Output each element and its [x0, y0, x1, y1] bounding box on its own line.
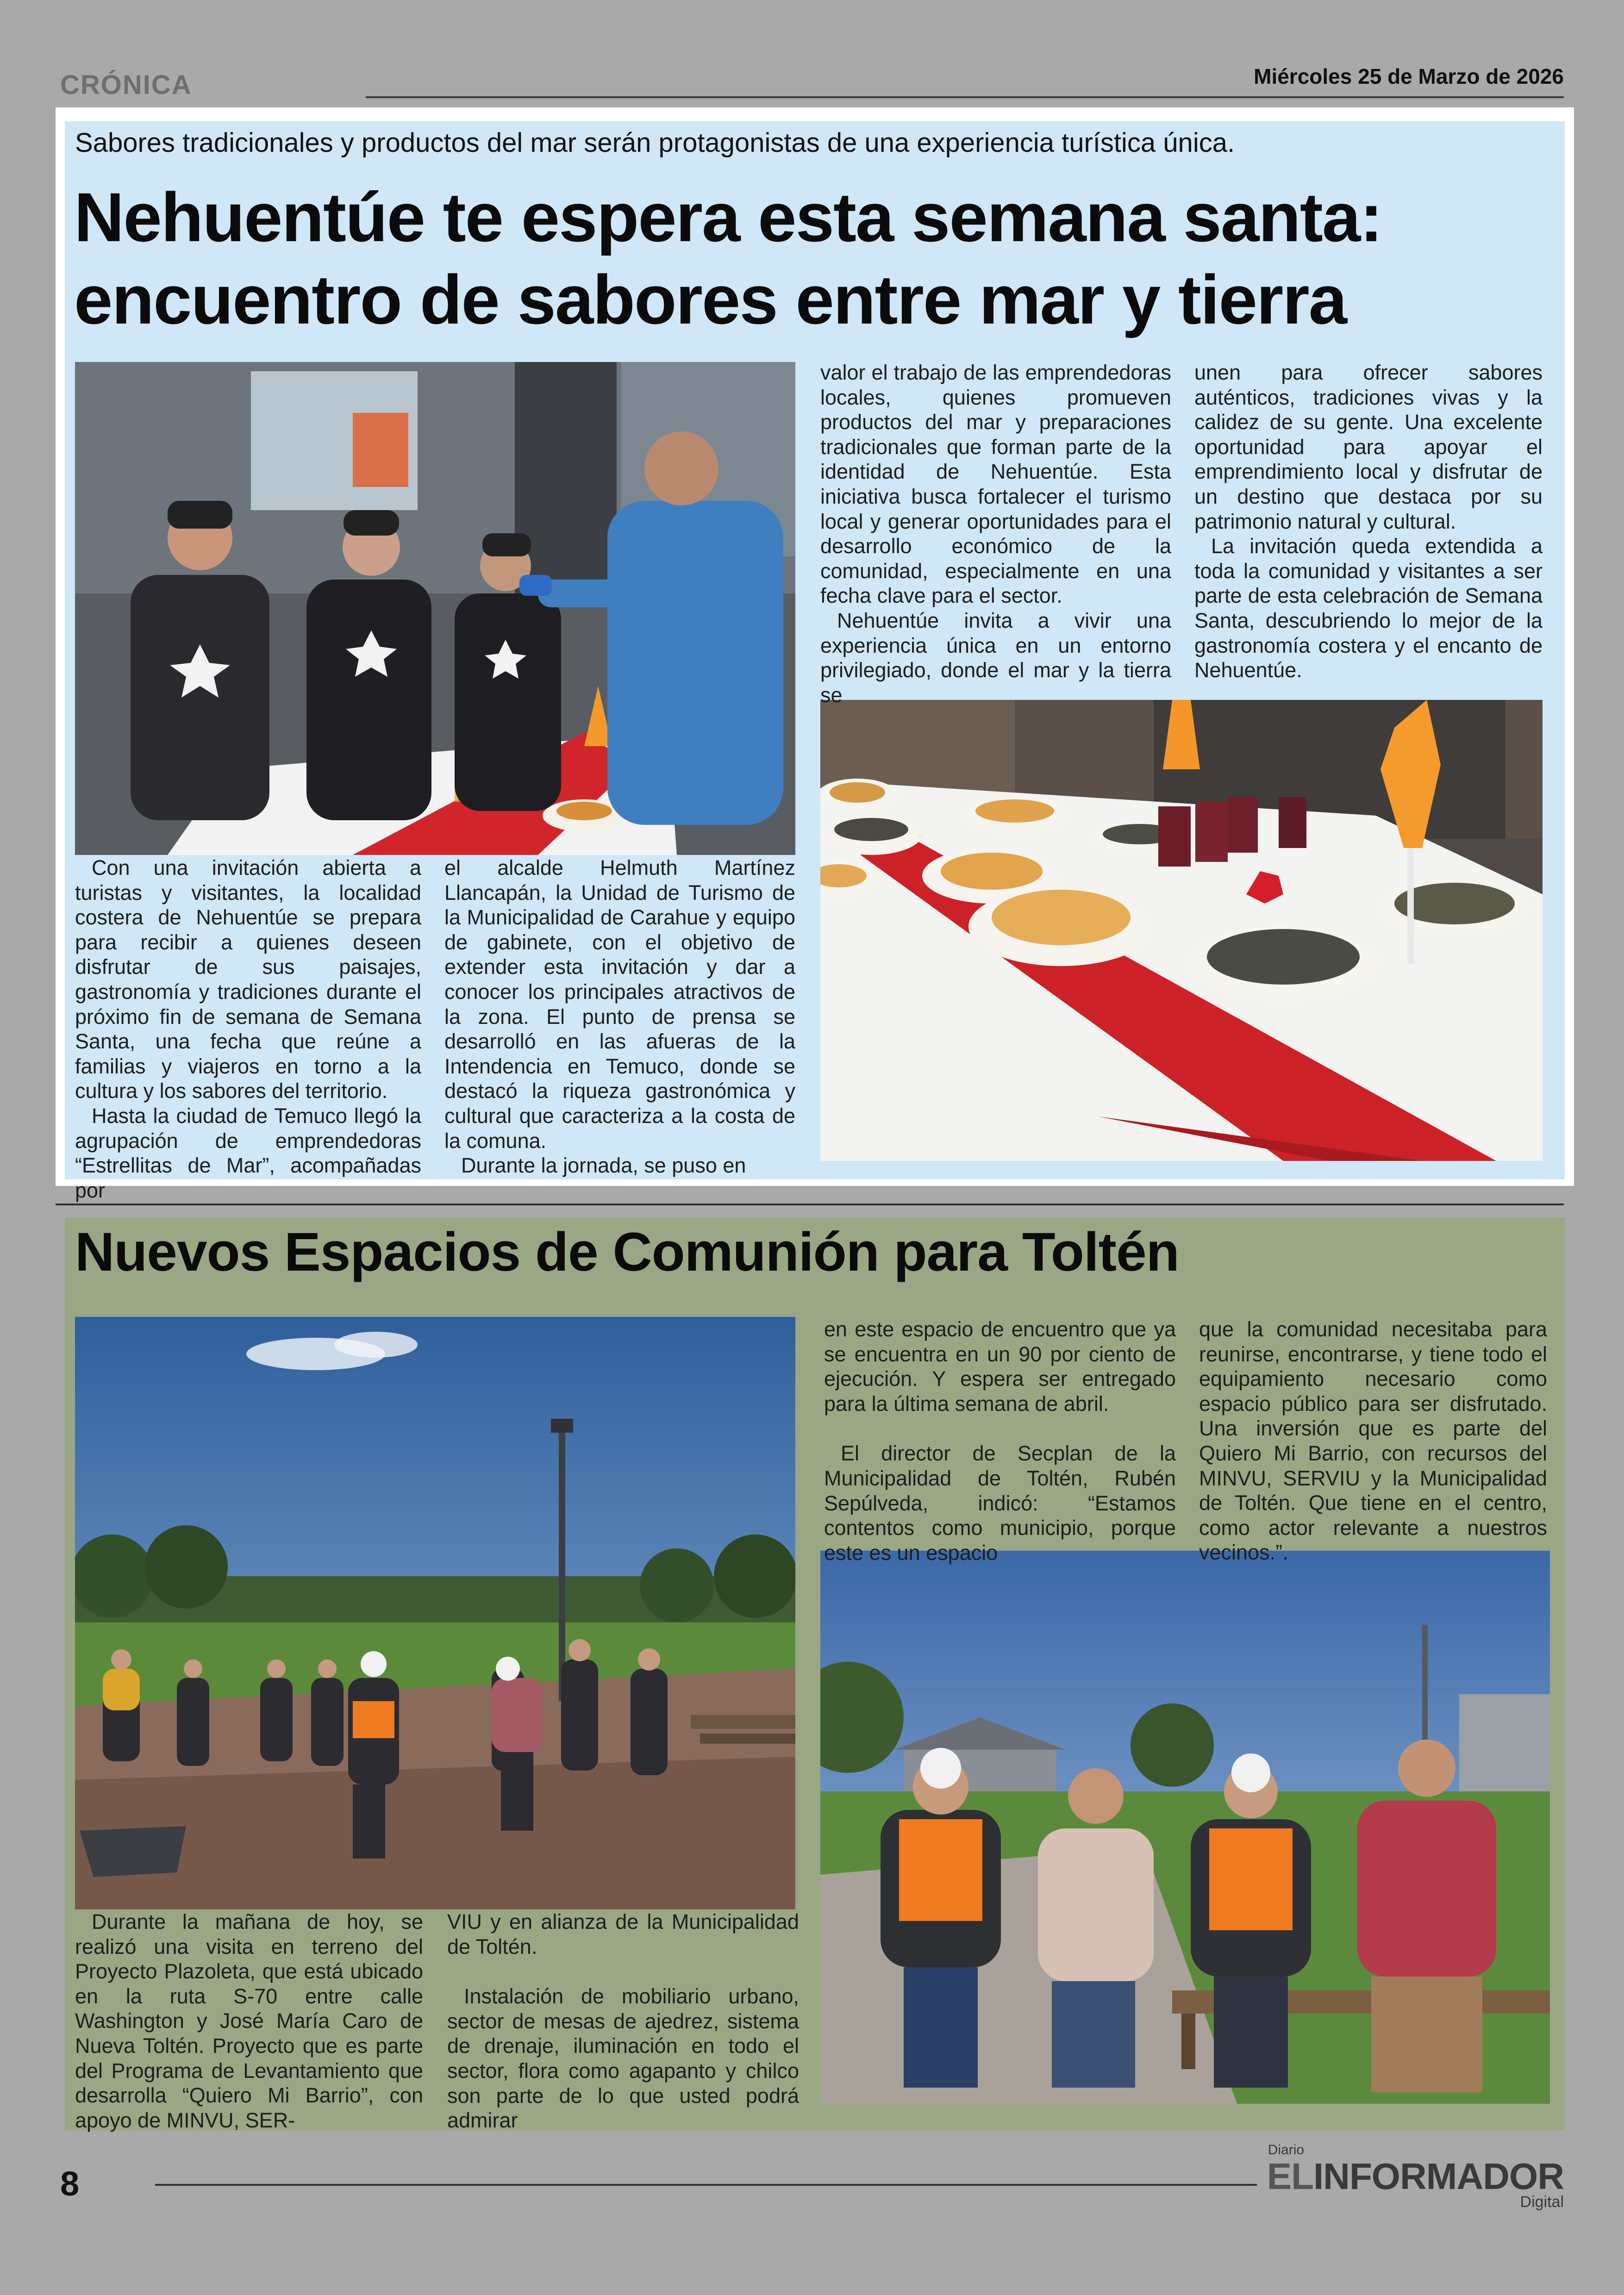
article1-col1-p2: Hasta la ciudad de Temuco llegó la agrupación de emprendedoras “Estrellitas de Mar”, acompañadas por — [75, 1104, 421, 1202]
article2-col2 — [447, 1909, 799, 2133]
article2-col3 — [824, 1317, 1176, 1565]
photo-press-interview — [75, 362, 795, 855]
article2-title: Nuevos Espacios de Comunión para Toltén — [75, 1222, 1179, 1283]
article1-col4-p1: unen para ofrecer sabores auténticos, tradiciones vivas y la calidez de su gente. Una excelente oportunidad para apoyar el emprendimiento local y disfrutar de un destino que destaca por su patrimonio natural y cultural. — [1194, 361, 1543, 533]
article2-col4 — [1199, 1317, 1547, 1565]
brand-sub: Digital — [1520, 2193, 1564, 2211]
article1-col2 — [444, 855, 795, 1178]
article1-kicker: Sabores tradicionales y productos del mar serán protagonistas de una experiencia turística única. — [75, 128, 1235, 158]
article1-title: Nehuentúe te espera esta semana santa: encuentro de sabores entre mar y tierra — [74, 178, 1382, 338]
brand-name — [1267, 2158, 1564, 2195]
article2-col2-p2: Instalación de mobiliario urbano, sector de mesas de ajedrez, sistema de drenaje, iluminación en todo el sector, flora como agapanto y chilco son parte de lo que usted podrá admirar — [447, 1984, 799, 2133]
article1-col2-p2: Durante la jornada, se puso en — [461, 1154, 746, 1178]
article2-col4-p1: que la comunidad necesitaba para reunirse, encontrarse, y tiene todo el equipamiento necesario como espacio público para ser disfrutado. Una inversión que es parte del Quiero Mi Barrio, con recursos del MINVU, SERVIU y la Municipalidad de Toltén. Que tiene en el centro, como actor relevante a nuestros vecinos.”. — [1199, 1317, 1547, 1565]
article1-col2-p1: el alcalde Helmuth Martínez Llancapán, la Unidad de Turismo de la Municipalidad de Carahue y equipo de gabinete, con el objetivo de extender esta invitación y dar a conocer los principales atractivos de la zona. El punto de prensa se desarrolló en las afueras de la Intendencia en Temuco, donde se destacó la riqueza gastronómica y cultural que caracteriza a la costa de la comuna. — [444, 856, 795, 1153]
brand-small: Diario — [1268, 2142, 1305, 2158]
article1-col1-p1: Con una invitación abierta a turistas y visitantes, la localidad costera de Nehuentúe se prepara para recibir a quienes deseen disfrutar de sus paisajes, gastronomía y tradiciones durante el próximo fin de semana de Semana Santa, una fecha que reúne a familias y viajeros en torno a la cultura y los sabores del territorio. — [75, 856, 421, 1103]
header-divider — [366, 96, 1564, 98]
article1-col1 — [75, 855, 421, 1203]
issue-date: Miércoles 25 de Marzo de 2026 — [1254, 64, 1564, 88]
article1-col3 — [820, 360, 1171, 707]
brand-el: EL — [1267, 2156, 1313, 2197]
section-label: CRÓNICA — [60, 70, 192, 100]
photo-officials-group — [820, 1551, 1550, 2104]
section-divider — [56, 1204, 1564, 1205]
article1-col3-p2: Nehuentúe invita a vivir una experiencia única en un entorno privilegiado, donde el mar y la tierra se — [820, 608, 1171, 707]
footer-divider — [155, 2184, 1257, 2186]
brand-main: INFORMADOR — [1313, 2156, 1564, 2197]
page-number: 8 — [60, 2164, 80, 2203]
article2-col1-p1: Durante la mañana de hoy, se realizó una visita en terreno del Proyecto Plazoleta, que está ubicado en la ruta S-70 entre calle Washington y José María Caro de Nueva Toltén. Proyecto que es parte del Programa de Levantamiento que desarrolla “Quiero Mi Barrio”, con apoyo de MINVU, SER- — [75, 1910, 423, 2132]
article2-col2-p1: VIU y en alianza de la Municipalidad de Toltén. — [447, 1910, 799, 1958]
article2-col1 — [75, 1909, 423, 2133]
photo-site-visit — [75, 1317, 795, 1909]
article2-col3-p2: El director de Secplan de la Municipalidad de Toltén, Rubén Sepúlveda, indicó: “Estamos contentos como municipio, porque este es un espacio — [824, 1441, 1176, 1565]
article1-col4-p2: La invitación queda extendida a toda la comunidad y visitantes a ser parte de esta celebración de Semana Santa, descubriendo lo mejor de la gastronomía costera y el encanto de Nehuentúe. — [1194, 534, 1543, 682]
brand-logo — [1267, 2142, 1564, 2211]
article2-col3-p1: en este espacio de encuentro que ya se encuentra en un 90 por ciento de ejecución. Y espera ser entregado para la última semana de abril. — [824, 1317, 1176, 1416]
article1-col4 — [1194, 360, 1543, 683]
photo-food-table — [820, 700, 1543, 1161]
article1-col3-p1: valor el trabajo de las emprendedoras locales, quienes promueven productos del mar y preparaciones tradicionales que forman parte de la identidad de Nehuentúe. Esta iniciativa busca fortalecer el turismo local y generar oportunidades para el desarrollo económico de la comunidad, especialmente en una fecha clave para el sector. — [820, 361, 1171, 608]
